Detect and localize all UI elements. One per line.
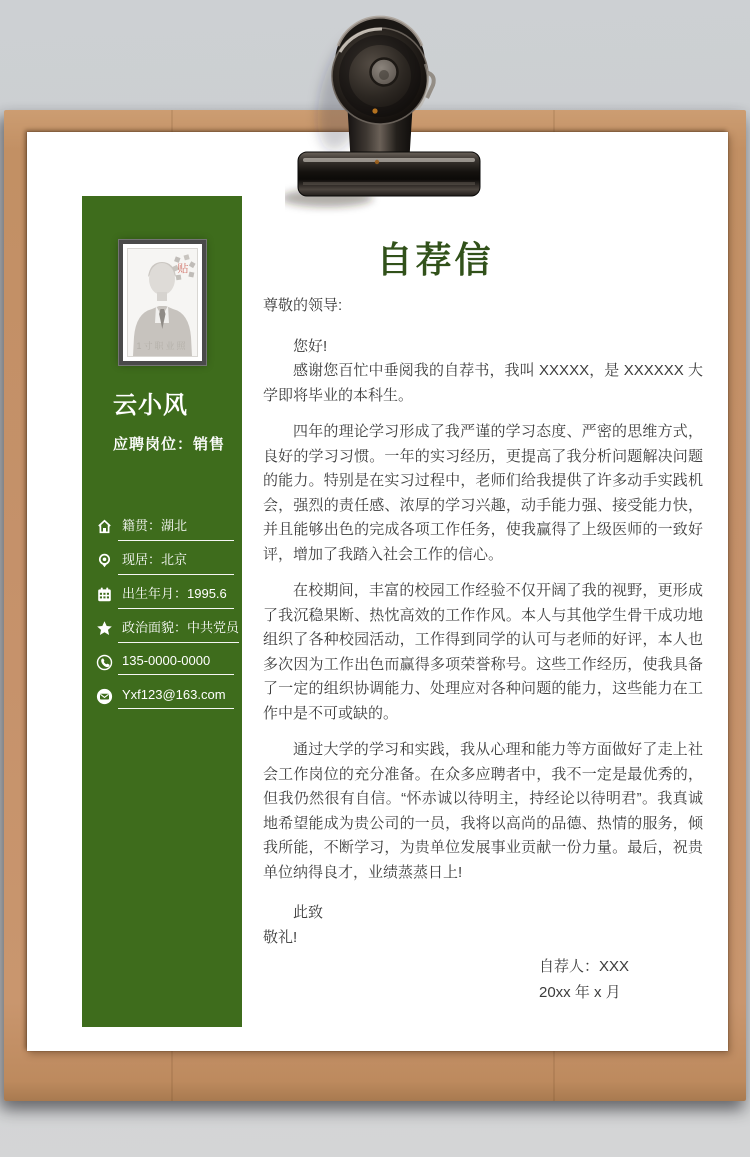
signature-block — [539, 954, 703, 1006]
profile-sidebar — [82, 196, 242, 1027]
paragraph-aspiration: 通过大学的学习和实践，我从心理和能力等方面做好了走上社会工作岗位的充分准备。在众多应聘者中，我不一定是最优秀的，但我仍然很有自信。“怀赤诚以待明主，持经论以待明君”。我真诚地希望能成为贵公司的一员，我将以高尚的品德、热情的服务，倾我所能，不断学习，为贵单位发展事业贡献一份力量。最后，祝贵单位纳得良才，业绩蒸蒸日上! — [263, 741, 703, 881]
contact-row-origin — [82, 509, 242, 543]
calendar-icon — [95, 586, 113, 603]
letter-title: 自荐信 — [376, 239, 494, 280]
stamp-character: 贴 — [177, 263, 188, 275]
photo-caption: 1寸职业照 — [136, 341, 188, 351]
contact-row-phone — [82, 645, 242, 679]
contact-text: 籍贯：湖北 — [118, 512, 234, 541]
contact-row-email — [82, 679, 242, 713]
paragraph-intro: 感谢您百忙中垂阅我的自荐书，我叫 XXXXX，是 XXXXXX 大学即将毕业的本科生。 — [263, 362, 703, 404]
paragraph-study: 四年的理论学习形成了我严谨的学习态度、严密的思维方式，良好的学习习惯。一年的实习经历，更提高了我分析问题解决问题的能力。特别是在实习过程中，老师们给我提供了许多动手实践机会，强烈的责任感、浓厚的学习兴趣，动手能力强、接受能力快，并且能够出色的完成各项工作任务，使我赢得了上级医师的一致好评，增加了我踏入社会工作的信心。 — [263, 423, 703, 563]
contact-text: 现居：北京 — [118, 546, 234, 575]
clip-glint — [372, 108, 377, 113]
home-icon — [95, 518, 113, 535]
closing-cizhi: 此致 — [293, 904, 324, 921]
clip-glint — [375, 160, 379, 164]
binder-clip — [285, 12, 505, 217]
phone-icon — [95, 654, 113, 671]
photo-frame — [119, 240, 206, 365]
signer-line: 自荐人：XXX — [539, 958, 630, 975]
profile-photo-placeholder — [127, 248, 198, 357]
contact-text: 政治面貌：中共党员 — [118, 614, 239, 643]
salutation: 尊敬的领导: — [263, 297, 343, 314]
applied-position: 应聘岗位：销售 — [113, 436, 226, 453]
contact-text: 135-0000-0000 — [118, 650, 234, 675]
letter-page — [27, 132, 728, 1051]
greeting-line: 您好! — [293, 337, 328, 355]
date-line: 20xx 年 x 月 — [539, 984, 621, 1001]
candidate-name: 云小风 — [113, 392, 188, 419]
contact-text: 出生年月：1995.6 — [118, 580, 234, 609]
mail-icon — [95, 688, 113, 705]
star-icon — [95, 620, 113, 637]
contact-row-birthdate — [82, 577, 242, 611]
contact-row-residence — [82, 543, 242, 577]
contact-list — [82, 509, 242, 713]
contact-row-political-status — [82, 611, 242, 645]
location-icon — [95, 552, 113, 569]
paragraph-campus: 在校期间，丰富的校园工作经验不仅开阔了我的视野，更形成了我沉稳果断、热忱高效的工作作风。本人与其他学生骨干成功地组织了各种校园活动，工作得到同学的认可与老师的好评，本人也多次因为工作出色而赢得多项荣誉称号。这些工作经历，使我具备了一定的组织协调能力、处理应对各种问题的能力，这些能力在工作中是不可或缺的。 — [263, 582, 703, 722]
contact-text: Yxf123@163.com — [118, 684, 234, 709]
closing-jingli: 敬礼! — [263, 928, 298, 946]
letter-content — [263, 132, 703, 1006]
closing-block — [263, 901, 703, 950]
